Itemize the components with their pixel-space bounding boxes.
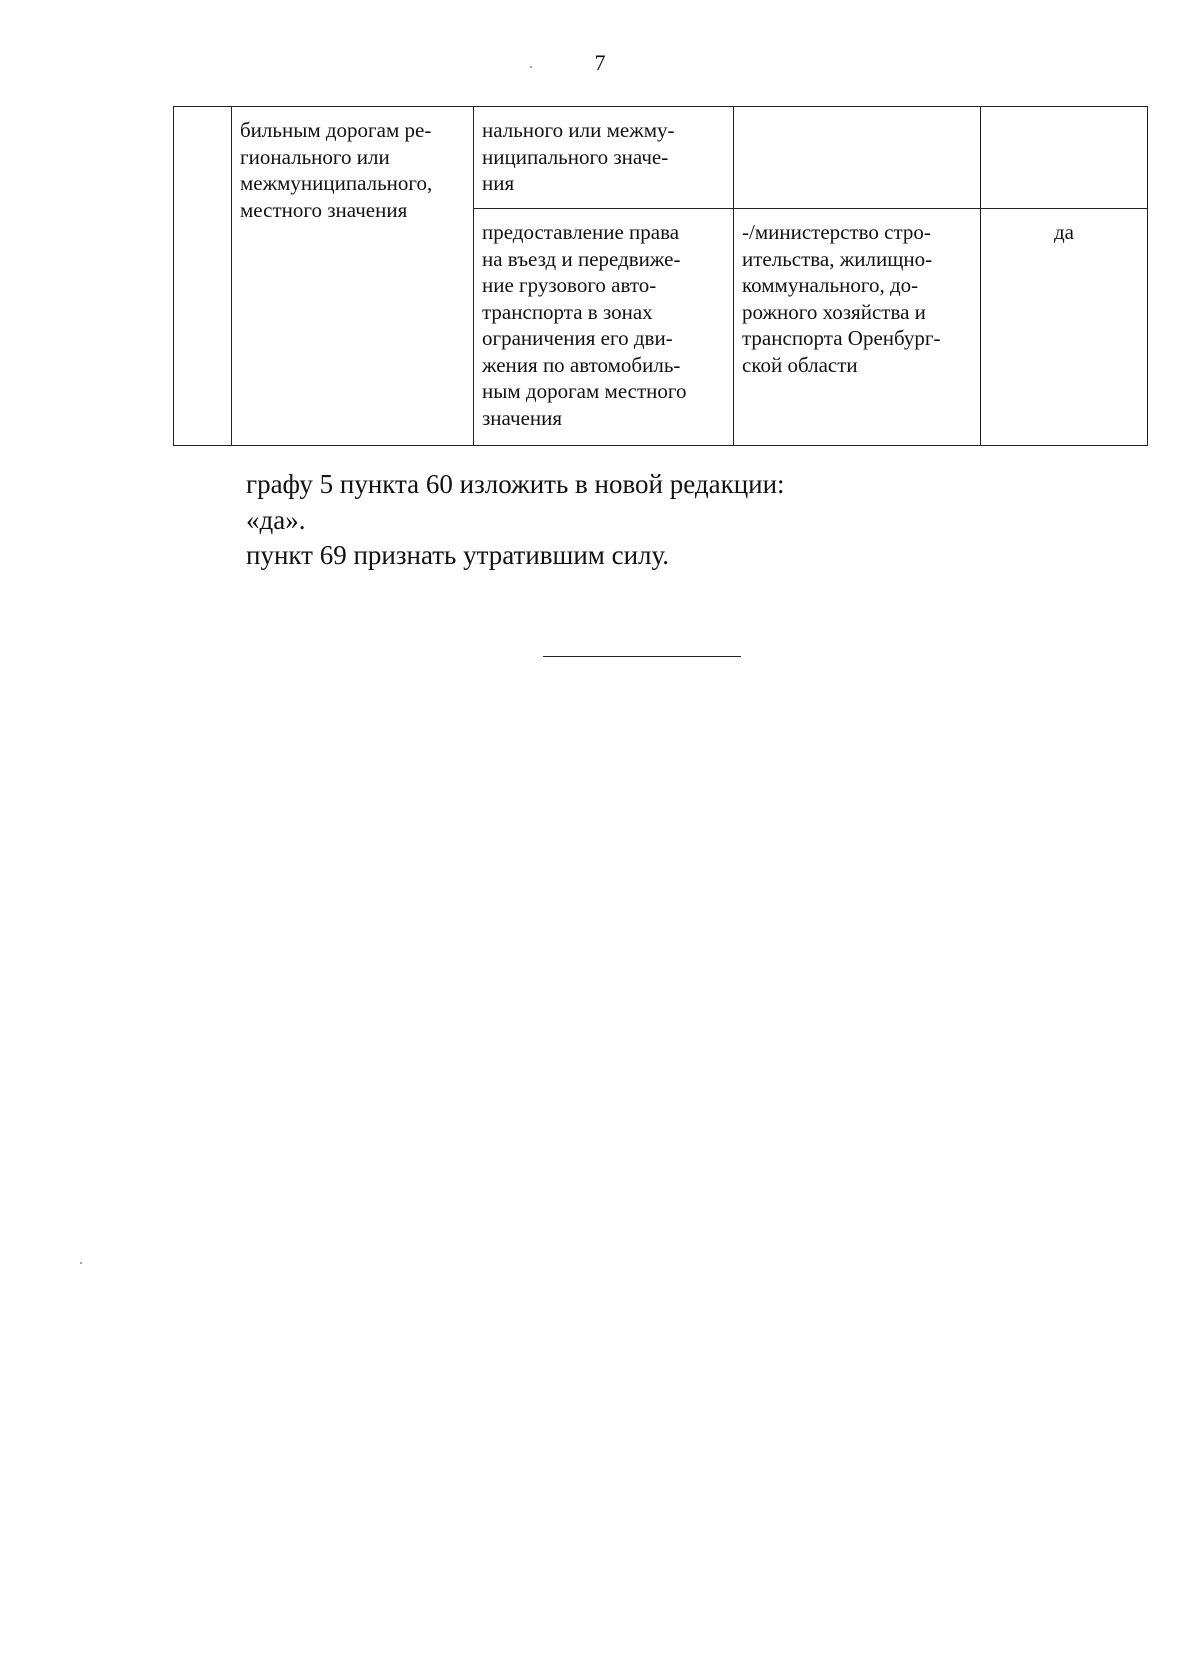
amendment-text: «да». xyxy=(246,505,306,535)
table-row xyxy=(174,107,1148,209)
cell-line: ительства, жилищно- xyxy=(742,246,933,271)
scan-speck xyxy=(530,66,532,68)
cell-line: жения по автомобиль- xyxy=(482,352,681,377)
cell-line: предоставление права xyxy=(482,220,680,244)
cell-line: рожного хозяйства и xyxy=(742,299,926,324)
cell-line: ской области xyxy=(742,352,858,377)
cell-line: на въезд и передвиже- xyxy=(482,246,681,271)
cell-line: значения xyxy=(482,405,563,430)
table-cell-service-continued xyxy=(474,107,734,209)
cell-line: ние грузового авто- xyxy=(482,273,657,297)
cell-line: -/министерство стро- xyxy=(742,220,931,244)
cell-line: межмуниципального, xyxy=(240,171,433,195)
table-cell-service-entry xyxy=(474,209,734,446)
cell-line: местного значения xyxy=(240,197,408,222)
table-cell-empty xyxy=(981,107,1148,209)
cell-line: коммунального, до- xyxy=(742,273,919,297)
cell-line: ниципального значе- xyxy=(482,144,669,169)
cell-line: гионального или xyxy=(240,144,390,169)
table-cell-number xyxy=(174,107,232,446)
regulation-table xyxy=(173,106,1148,446)
cell-line: бильным дорогам ре- xyxy=(240,118,432,142)
cell-line: ния xyxy=(482,171,515,195)
table-cell-flag: да xyxy=(981,209,1148,446)
table-cell-ministry xyxy=(734,209,981,446)
cell-line: нального или межму- xyxy=(482,118,675,142)
amendment-text: пункт 69 признать утратившим силу. xyxy=(246,540,670,570)
page-number: 7 xyxy=(594,50,606,75)
scan-speck xyxy=(80,1262,82,1264)
cell-line: ограничения его дви- xyxy=(482,326,673,350)
cell-line: транспорта в зонах xyxy=(482,299,653,324)
cell-line: ным дорогам местного xyxy=(482,379,687,403)
amendment-text: графу 5 пункта 60 изложить в новой редакции: xyxy=(246,469,785,499)
table-cell-road-category xyxy=(232,107,474,446)
cell-line: транспорта Оренбург- xyxy=(742,326,941,350)
closing-rule xyxy=(543,656,741,657)
table-cell-empty xyxy=(734,107,981,209)
